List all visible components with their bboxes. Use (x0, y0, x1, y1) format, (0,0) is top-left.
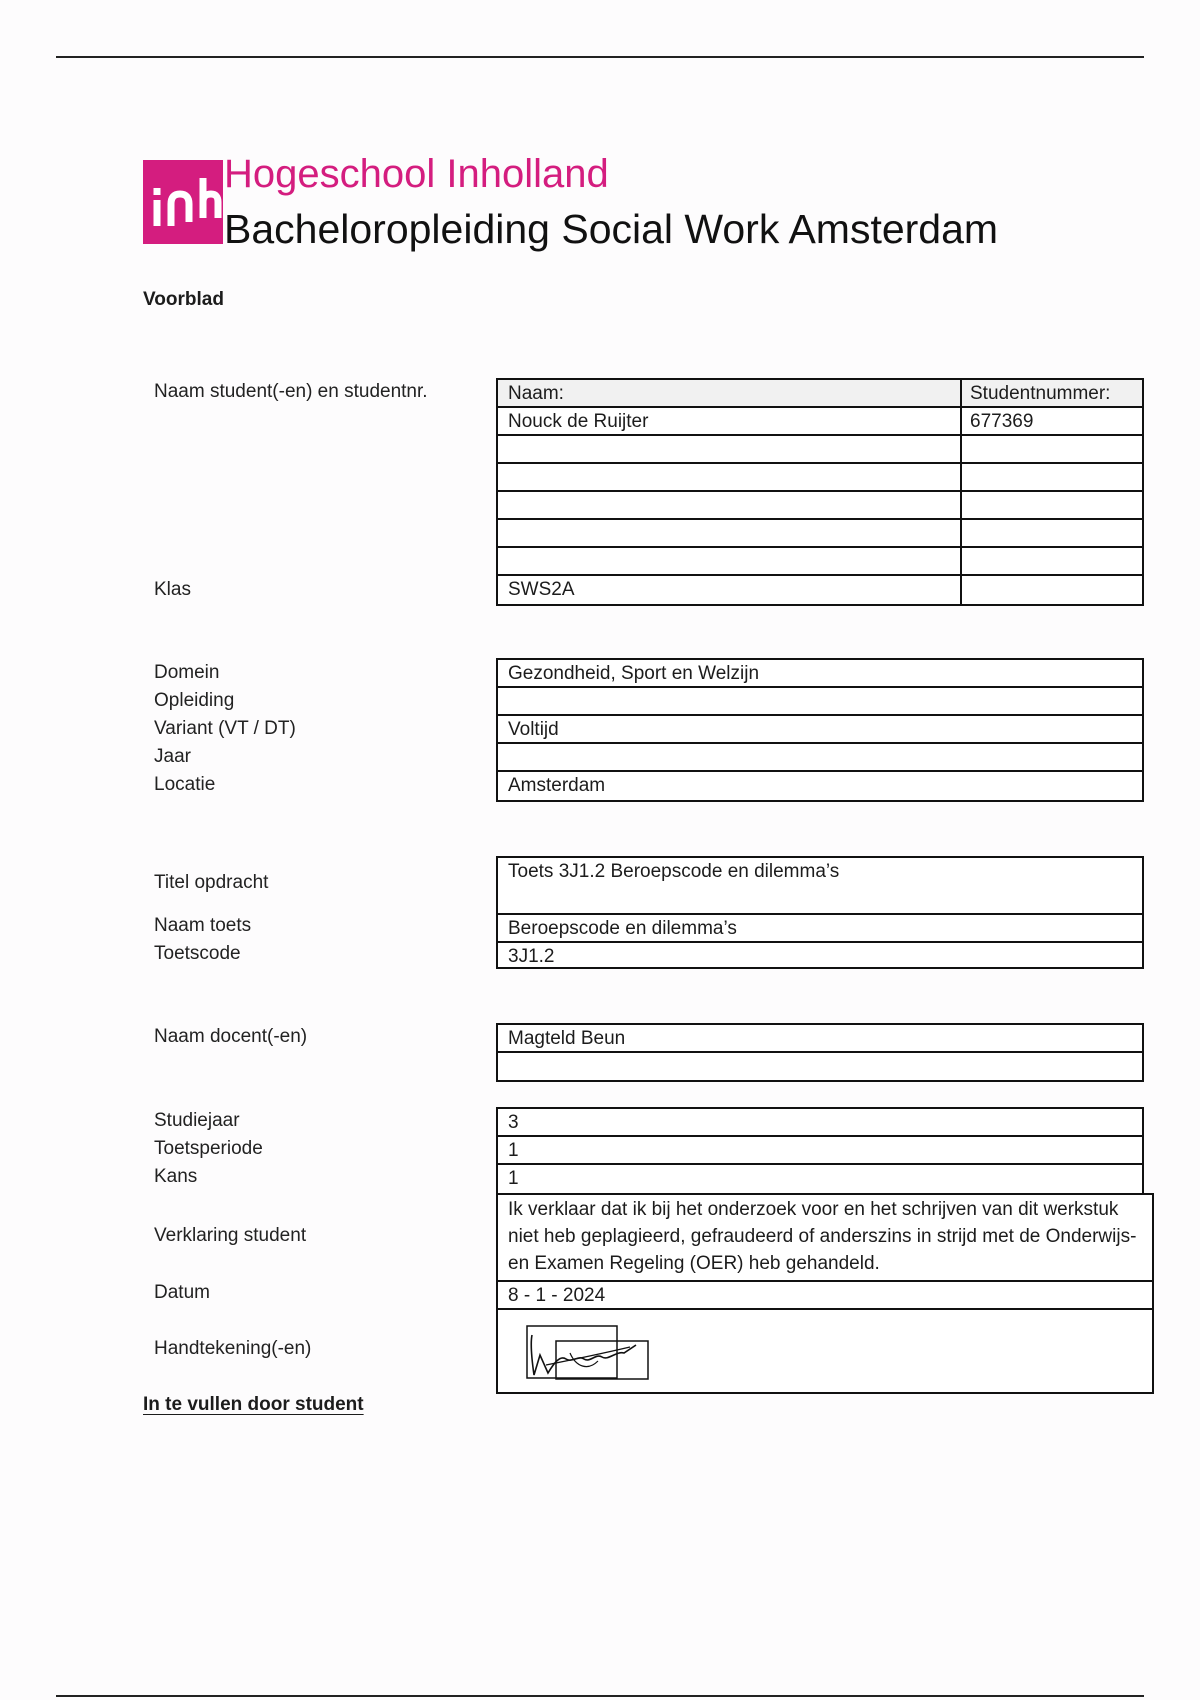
program-title: Bacheloropleiding Social Work Amsterdam (224, 206, 999, 252)
locatie-label: Locatie (154, 774, 216, 795)
datum-label: Datum (154, 1282, 210, 1303)
titel-label: Titel opdracht (154, 872, 269, 893)
institution-name: Hogeschool Inholland (224, 152, 609, 196)
variant-label: Variant (VT / DT) (154, 718, 296, 739)
klas-value[interactable]: SWS2A (508, 579, 575, 600)
locatie-value[interactable]: Amsterdam (508, 775, 606, 796)
kans-value[interactable]: 1 (508, 1168, 519, 1189)
verklaring-label: Verklaring student (154, 1225, 307, 1246)
klas-label: Klas (154, 579, 191, 600)
table-header-number: Studentnummer: (960, 380, 1142, 408)
toetsperiode-value[interactable]: 1 (508, 1140, 519, 1161)
docent-table (496, 1023, 1144, 1082)
variant-value[interactable]: Voltijd (508, 719, 559, 740)
docent-label: Naam docent(-en) (154, 1026, 308, 1047)
student-name-4[interactable] (498, 492, 960, 518)
signature-icon (526, 1325, 650, 1381)
student-number-3[interactable] (960, 464, 1142, 490)
kans-label: Kans (154, 1166, 198, 1187)
student-name-2[interactable] (498, 436, 960, 462)
inholland-logo-icon (143, 160, 223, 244)
docent-value-2[interactable] (498, 1053, 1142, 1080)
student-number-2[interactable] (960, 436, 1142, 462)
footer-note: In te vullen door student (143, 1394, 364, 1415)
student-name-3[interactable] (498, 464, 960, 490)
assignment-table (496, 856, 1144, 969)
bottom-rule (56, 1695, 1144, 1697)
student-number-5[interactable] (960, 520, 1142, 546)
jaar-value[interactable] (498, 744, 1142, 770)
naam-toets-value[interactable]: Beroepscode en dilemma’s (508, 918, 737, 939)
docent-value-1[interactable]: Magteld Beun (508, 1028, 626, 1049)
student-number-1[interactable]: 677369 (970, 411, 1034, 432)
page-title: Voorblad (143, 289, 224, 310)
opleiding-value[interactable] (498, 688, 1142, 714)
declaration-table (496, 1193, 1154, 1394)
naam-toets-label: Naam toets (154, 915, 252, 936)
student-name-5[interactable] (498, 520, 960, 546)
verklaring-text: Ik verklaar dat ik bij het onderzoek voor en het schrijven van dit werkstuk niet heb geplagieerd, gefraudeerd of anderszins in strijd met de Onderwijs- en Examen Regeling (OER) heb gehandeld. (508, 1199, 1137, 1274)
toetscode-label: Toetscode (154, 943, 241, 964)
students-table (496, 378, 1144, 606)
domein-value[interactable]: Gezondheid, Sport en Welzijn (508, 663, 760, 684)
student-name-1[interactable]: Nouck de Ruijter (508, 411, 649, 432)
table-header-name: Naam: (498, 380, 960, 408)
toetsperiode-label: Toetsperiode (154, 1138, 263, 1159)
student-number-4[interactable] (960, 492, 1142, 518)
studiejaar-label: Studiejaar (154, 1110, 240, 1131)
program-info-table (496, 658, 1144, 802)
students-label: Naam student(-en) en studentnr. (154, 381, 428, 402)
datum-value[interactable]: 8 - 1 - 2024 (508, 1285, 606, 1306)
jaar-label: Jaar (154, 746, 191, 767)
domein-label: Domein (154, 662, 220, 683)
study-table (496, 1107, 1144, 1195)
toetscode-value[interactable]: 3J1.2 (508, 946, 555, 967)
studiejaar-value[interactable]: 3 (508, 1112, 519, 1133)
opleiding-label: Opleiding (154, 690, 235, 711)
top-rule (56, 56, 1144, 58)
titel-value[interactable]: Toets 3J1.2 Beroepscode en dilemma’s (508, 861, 840, 882)
handtekening-label: Handtekening(-en) (154, 1338, 312, 1359)
